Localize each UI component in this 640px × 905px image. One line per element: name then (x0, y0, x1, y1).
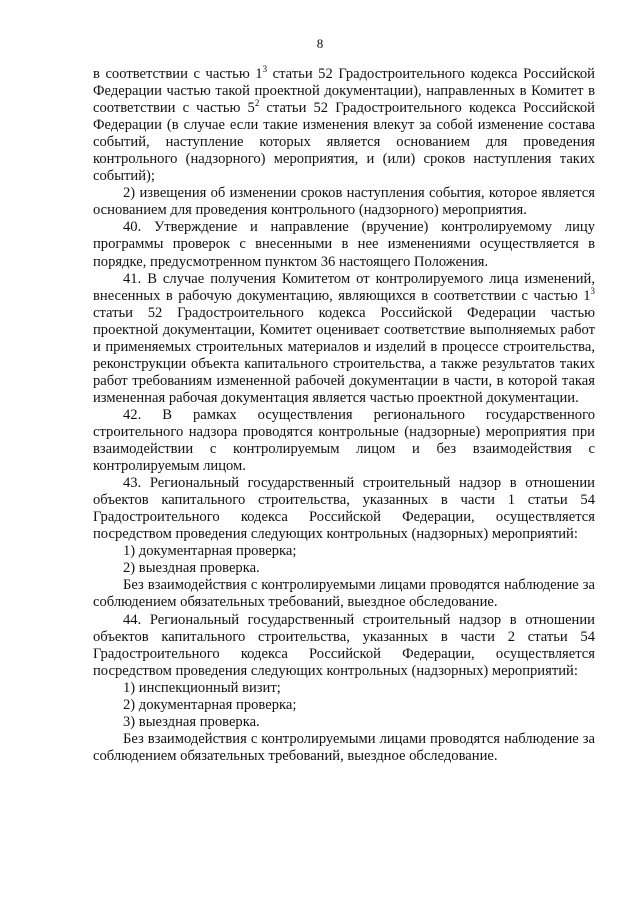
paragraph (93, 543, 595, 560)
paragraph (93, 560, 595, 577)
superscript: 3 (590, 285, 595, 296)
paragraph-text: 2) выездная проверка. (123, 560, 260, 577)
paragraph-text: в соответствии с частью 1 (93, 66, 263, 82)
superscript: 3 (262, 64, 268, 74)
paragraph (93, 612, 595, 680)
paragraph (93, 185, 595, 219)
paragraph-text: 41. В случае получения Комитетом от контролируемого лица изменений, внесенных в рабочую документацию, являющихся в соответствии с частью 1 (93, 270, 595, 304)
paragraph-text: 1) инспекционный визит; (123, 679, 281, 696)
paragraph-text: 40. Утверждение и направление (вручение) контролируемому лицу программы проверок с внесенными в нее изменениями осуществляется в порядке, предусмотренном пунктом 36 настоящего Положения. (93, 219, 595, 270)
document-body (93, 66, 595, 765)
paragraph (93, 680, 595, 697)
paragraph-text: 42. В рамках осуществления регионального государственного строительного надзора проводятся контрольные (надзорные) мероприятия при взаимодействии с контролируемым лицом и без взаимодействия с контролируемым лицом. (93, 406, 595, 475)
paragraph (93, 731, 595, 765)
superscript: 2 (254, 98, 260, 109)
paragraph-text: Без взаимодействия с контролируемыми лицами проводятся наблюдение за соблюдением обязательных требований, выездное обследование. (93, 730, 595, 764)
paragraph-text: 1) документарная проверка; (123, 543, 297, 560)
paragraph-text: 43. Региональный государственный строительный надзор в отношении объектов капитального строительства, указанных в части 1 статьи 54 Градостроительного кодекса Российской Федерации, осуществляется посредством проведения следующих контрольных (надзорных) мероприятий: (93, 475, 595, 543)
paragraph (93, 66, 595, 185)
paragraph (93, 271, 595, 407)
paragraph-text: статьи 52 Градостроительного кодекса Российской Федерации частью такой проектной документации), направленных в Комитет в соответствии с частью 5 (93, 66, 595, 117)
paragraph (93, 577, 595, 611)
paragraph (93, 407, 595, 475)
paragraph (93, 697, 595, 714)
paragraph-text: 2) документарная проверка; (123, 696, 297, 713)
paragraph-text: 2) извещения об изменении сроков наступления события, которое является основанием для проведения контрольного (надзорного) мероприятия. (93, 185, 595, 219)
paragraph-text: 44. Региональный государственный строительный надзор в отношении объектов капитального строительства, указанных в части 2 статьи 54 Градостроительного кодекса Российской Федерации, осуществляется посредством проведения следующих контрольных (надзорных) мероприятий: (93, 611, 595, 679)
paragraph (93, 475, 595, 543)
page-number: 8 (316, 36, 324, 51)
paragraph (93, 219, 595, 270)
paragraph-text: 3) выездная проверка. (123, 713, 260, 730)
paragraph-text: статьи 52 Градостроительного кодекса Российской Федерации частью проектной документации, Комитет оценивает соответствие выполняемых работ и применяемых строительных материалов и изделий в процессе строительства, реконструкции объекта капитального строительства, а также результатов таких работ требованиям измененной рабочей документации в части, в которой такая измененная рабочая документация является частью проектной документации. (93, 304, 595, 406)
paragraph (93, 714, 595, 731)
paragraph-text: статьи 52 Градостроительного кодекса Российской Федерации (в случае если такие изменения влекут за собой изменение состава событий, наступление которых является основанием для проведения контрольного (надзорного) мероприятия, и (или) сроков наступления таких событий); (93, 100, 595, 185)
paragraph-text: Без взаимодействия с контролируемыми лицами проводятся наблюдение за соблюдением обязательных требований, выездное обследование. (93, 577, 595, 611)
